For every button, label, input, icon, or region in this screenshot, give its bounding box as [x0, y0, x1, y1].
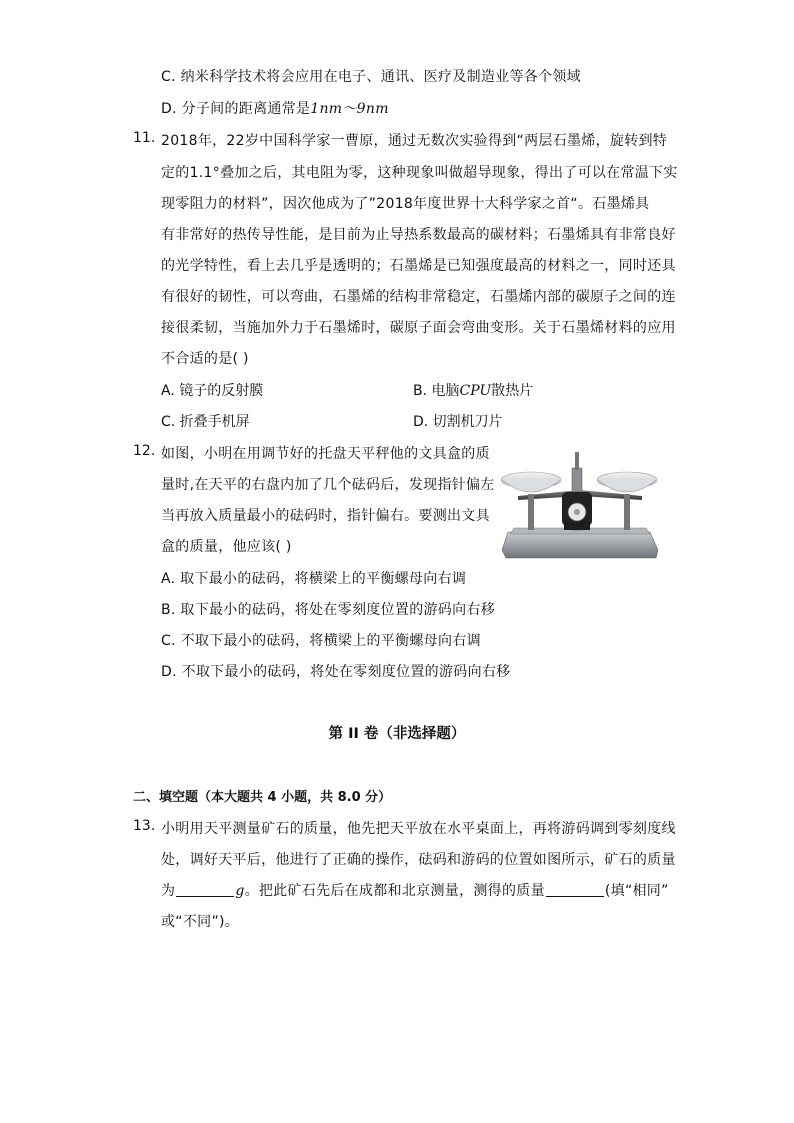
q12-number: 12.: [133, 443, 156, 459]
q12-line-2: 量时,在天平的右盘内加了几个砝码后，发现指针偏左: [161, 477, 495, 493]
q13-number: 13.: [133, 818, 156, 834]
q11-option-b-suffix: 散热片: [491, 383, 534, 399]
q12-line-4: 盒的质量，他应该( ): [161, 539, 292, 555]
q12-line-1: 如图，小明在用调节好的托盘天平秤他的文具盒的质: [161, 446, 490, 462]
q11-line-8: 不合适的是( ): [161, 351, 249, 367]
q11-option-b-text: B. 电脑: [413, 383, 460, 399]
q12-option-b: B. 取下最小的砝码，将处在零刻度位置的游码向右移: [161, 602, 496, 618]
q10-option-c: C. 纳米科学技术将会应用在电子、通讯、医疗及制造业等各个领域: [161, 69, 581, 85]
q10-option-d-math: 1nm～9nm: [310, 101, 389, 117]
q11-line-2: 定的1.1°叠加之后，其电阻为零，这种现象叫做超导现象，得出了可以在常温下实: [161, 165, 678, 181]
q12-line-3: 当再放入质量最小的砝码时，指针偏右。要测出文具: [161, 508, 490, 524]
q13-line-2: 处，调好天平后，他进行了正确的操作，砝码和游码的位置如图所示，矿石的质量: [161, 852, 676, 868]
unit-g: g: [235, 883, 245, 899]
section-title: 第 II 卷（非选择题）: [328, 726, 466, 742]
answer-blank-1[interactable]: [176, 883, 234, 897]
q13-line-1: 小明用天平测量矿石的质量，他先把天平放在水平桌面上，再将游码调到零刻度线: [161, 821, 676, 837]
q12-option-d: D. 不取下最小的砝码，将处在零刻度位置的游码向右移: [161, 664, 511, 680]
q11-line-7: 接很柔韧，当施加外力于石墨烯时，碳原子面会弯曲变形。关于石墨烯材料的应用: [161, 320, 676, 336]
q11-number: 11.: [133, 130, 156, 146]
q11-option-b: [413, 380, 533, 400]
q10-option-d: [161, 98, 389, 118]
part-heading: 二、填空题（本大题共 4 小题，共 8.0 分）: [133, 790, 392, 805]
answer-blank-2[interactable]: [546, 883, 604, 897]
q13-line-3: [161, 880, 669, 900]
q13-text-c: (填“相同”: [604, 883, 669, 899]
q13-text-a: 为: [161, 883, 176, 899]
q11-option-b-math: CPU: [459, 383, 492, 399]
q11-line-5: 的光学特性，看上去几乎是透明的；石墨烯是已知强度最高的材料之一，同时还具: [161, 258, 676, 274]
q11-line-1: 2018年，22岁中国科学家一曹原，通过无数次实验得到“两层石墨烯，旋转到特: [161, 133, 668, 149]
q11-line-6: 有很好的韧性，可以弯曲，石墨烯的结构非常稳定，石墨烯内部的碳原子之间的连: [161, 289, 676, 305]
q13-text-b: 。把此矿石先后在成都和北京测量，测得的质量: [244, 883, 545, 899]
q12-option-c: C. 不取下最小的砝码，将横梁上的平衡螺母向右调: [161, 633, 481, 649]
q11-line-3: 现零阻力的材料”，因次他成为了”2018年度世界十大科学家之首“。石墨烯具: [161, 196, 650, 212]
q10-option-d-text: D. 分子间的距离通常是: [161, 101, 311, 117]
q11-option-c: C. 折叠手机屏: [161, 414, 250, 430]
q13-line-4: 或“不同”)。: [161, 914, 240, 930]
q11-option-d: D. 切割机刀片: [413, 414, 503, 430]
q11-line-4: 有非常好的热传导性能，是目前为止导热系数最高的碳材料；石墨烯具有非常良好: [161, 227, 676, 243]
balance-scale-image: [500, 450, 660, 562]
q11-option-a: A. 镜子的反射膜: [161, 383, 264, 399]
q12-option-a: A. 取下最小的砝码，将横梁上的平衡螺母向右调: [161, 571, 467, 587]
